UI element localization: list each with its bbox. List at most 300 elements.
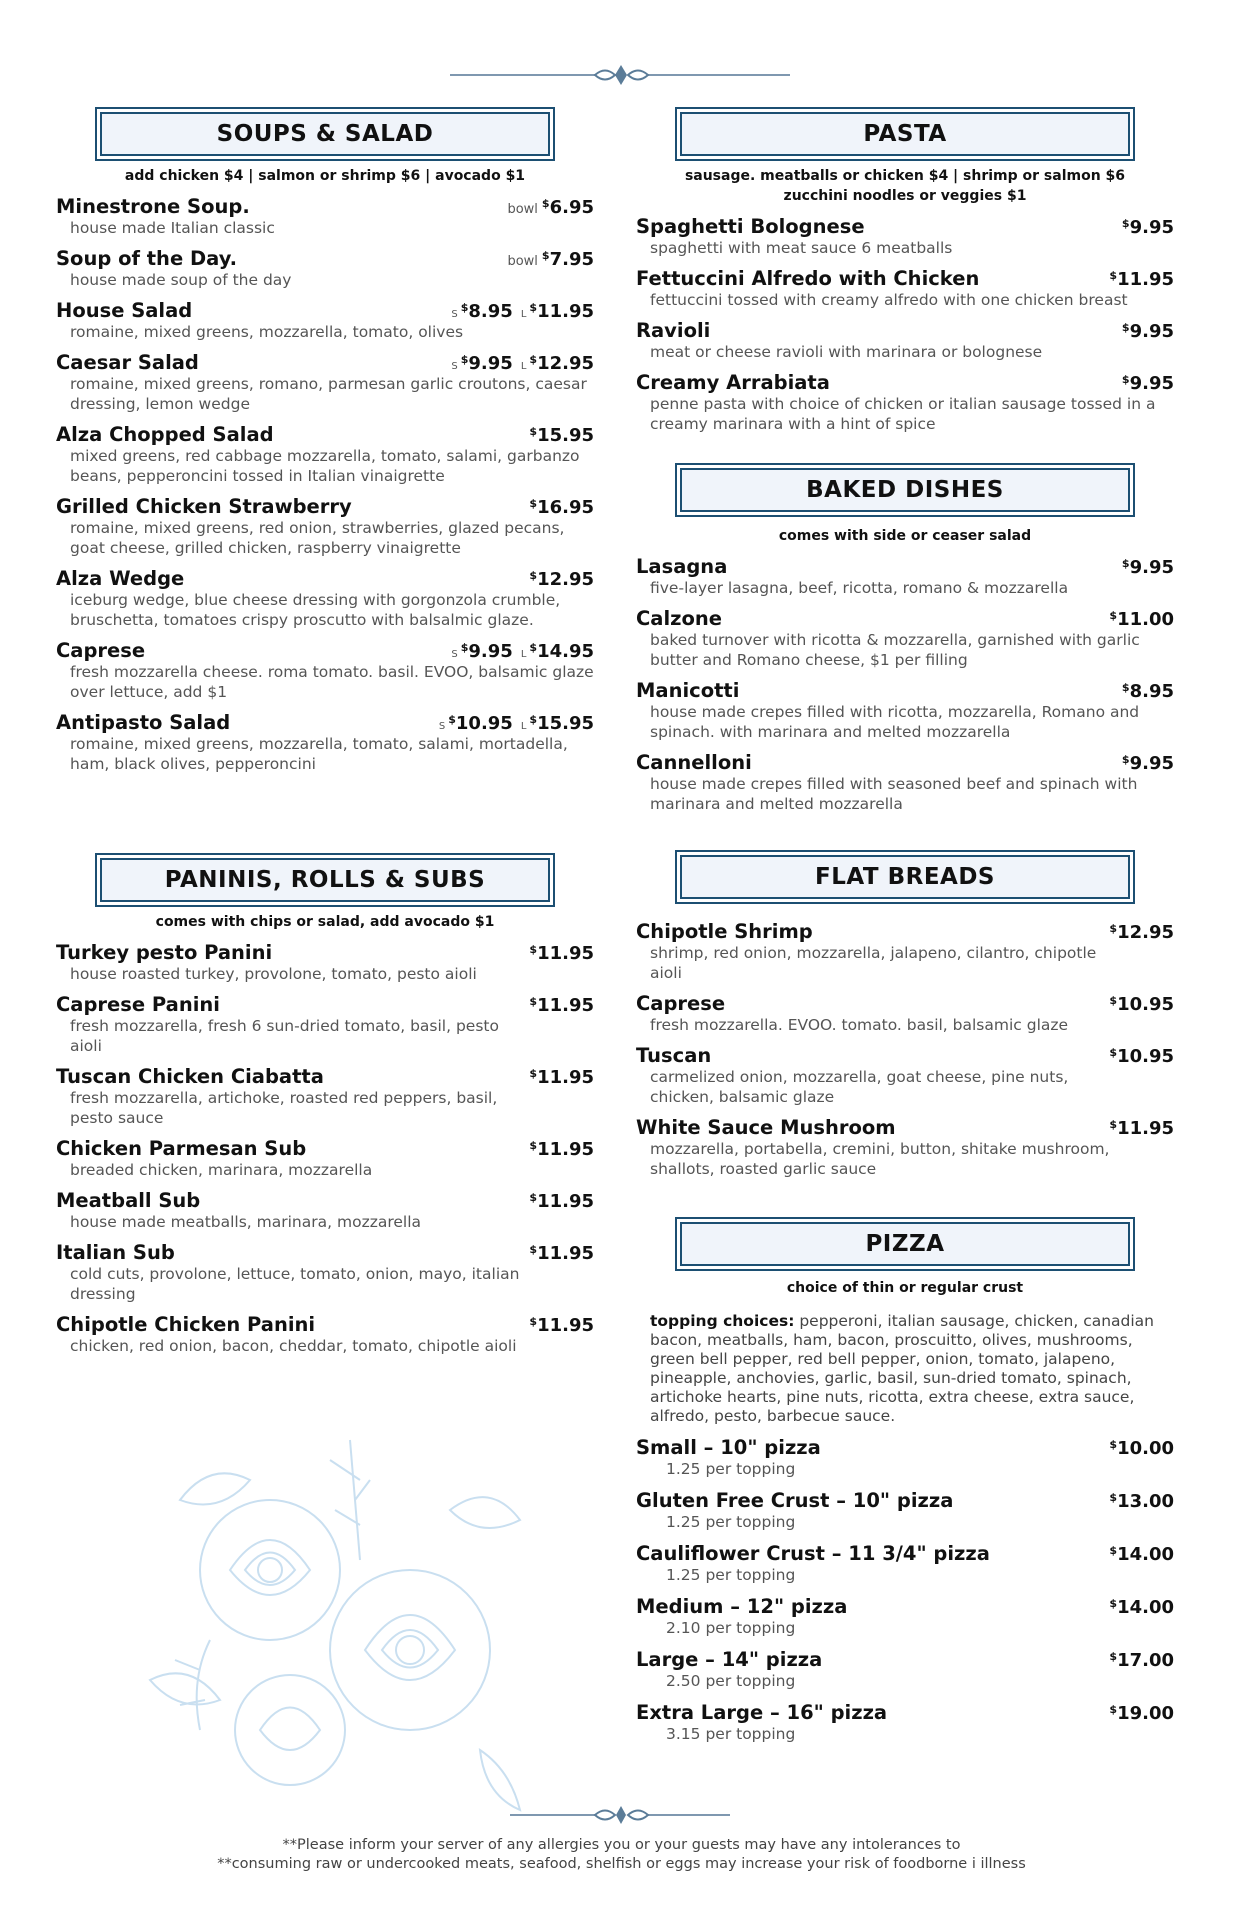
price-value-wrap [529,497,594,518]
menu-item [56,1313,594,1356]
menu-item-price [443,301,594,322]
price-value-wrap [542,197,594,218]
price-value: 11.00 [1117,609,1174,630]
pasta-note-line1: sausage. meatballs or chicken $4 | shrimp or salmon $6 [684,168,1126,184]
currency-symbol: $ [460,641,469,654]
menu-item-name: Caprese Panini [56,993,220,1016]
menu-item [636,1542,1174,1585]
menu-item-description: mozzarella, portabella, cremini, button, shitake mushroom, shallots, roasted garlic sauce [650,1140,1110,1178]
paninis-list [56,941,594,1356]
price-value: 11.95 [537,995,594,1016]
menu-item-header [636,1116,1174,1139]
menu-item-price [1109,922,1174,943]
currency-symbol: $ [1109,609,1118,622]
menu-item-name: White Sauce Mushroom [636,1116,896,1139]
currency-symbol: $ [529,1191,538,1204]
menu-item-price [1109,1491,1174,1512]
flat-breads-title: FLAT BREADS [680,855,1130,899]
currency-symbol: $ [1109,1046,1118,1059]
menu-item-header [56,495,594,518]
menu-item-description: romaine, mixed greens, red onion, strawberries, glazed pecans, goat cheese, grilled chicken, raspberry vinaigrette [70,519,565,557]
price-value: 9.95 [1129,373,1174,394]
price-large: 14.95 [537,641,594,662]
currency-symbol: $ [529,1067,538,1080]
menu-item-description: house made crepes filled with seasoned beef and spinach with marinara and melted mozzarella [650,775,1138,813]
menu-item-name: House Salad [56,299,193,322]
menu-item-description: chicken, red onion, bacon, cheddar, tomato, chipotle aioli [70,1337,517,1355]
menu-item-header [56,993,594,1016]
currency-symbol: $ [1109,1650,1118,1663]
menu-item-header [636,215,1174,238]
menu-item-description: 1.25 per topping [666,1460,796,1478]
menu-item-name: Fettuccini Alfredo with Chicken [636,267,980,290]
menu-item-name: Soup of the Day. [56,247,238,270]
price-value: 8.95 [1129,681,1174,702]
top-ornament-divider [0,60,1243,90]
menu-item-name: Calzone [636,607,723,630]
menu-item-name: Large – 14" pizza [636,1648,823,1671]
menu-item-header [56,299,594,322]
currency-symbol: $ [529,943,538,956]
menu-item [636,679,1174,742]
price-small-wrap [448,713,513,734]
menu-item-header [56,1241,594,1264]
price-value-wrap [529,1243,594,1264]
topping-choices [650,1312,1174,1426]
price-value-wrap [542,249,594,270]
price-prefix: bowl [507,254,538,269]
menu-item [636,992,1174,1035]
price-value-wrap [1109,1118,1174,1139]
menu-item-name: Tuscan Chicken Ciabatta [56,1065,324,1088]
menu-item [636,1489,1174,1532]
price-value-wrap [529,995,594,1016]
size-small-label: S [438,721,446,732]
menu-item-header [636,1044,1174,1067]
menu-item-name: Italian Sub [56,1241,175,1264]
menu-item-price [507,197,594,218]
menu-item-name: Cauliflower Crust – 11 3/4" pizza [636,1542,990,1565]
currency-symbol: $ [1121,681,1130,694]
menu-item-header [56,941,594,964]
flat-breads-section [636,855,1174,1179]
price-value: 9.95 [1129,753,1174,774]
menu-item [56,941,594,984]
menu-item-description: romaine, mixed greens, mozzarella, tomato, salami, mortadella, ham, black olives, pepperoncini [70,735,568,773]
price-large: 15.95 [537,713,594,734]
menu-item-description: 3.15 per topping [666,1725,796,1743]
pasta-note-line2: zucchini noodles or veggies $1 [783,188,1027,204]
currency-symbol: $ [1109,1597,1118,1610]
menu-item-description: baked turnover with ricotta & mozzarella, garnished with garlic butter and Romano cheese, $1 per filling [650,631,1140,669]
menu-item-name: Turkey pesto Panini [56,941,273,964]
menu-item-name: Creamy Arrabiata [636,371,830,394]
price-value: 10.00 [1117,1438,1174,1459]
menu-item-name: Cannelloni [636,751,752,774]
menu-item [636,1436,1174,1479]
pasta-title: PASTA [680,112,1130,156]
menu-item [636,751,1174,814]
menu-item [636,1648,1174,1691]
price-value: 13.00 [1117,1491,1174,1512]
topping-choices-label: topping choices: [650,1312,795,1330]
menu-item-description: meat or cheese ravioli with marinara or bolognese [650,343,1043,361]
price-value-wrap [529,1315,594,1336]
price-value-wrap [1122,681,1174,702]
pizza-list [636,1436,1174,1744]
menu-item-header [56,639,594,662]
menu-item-price [1109,609,1174,630]
soups-salad-list [56,195,594,774]
price-value: 17.00 [1117,1650,1174,1671]
price-value-wrap [1109,994,1174,1015]
paninis-title: PANINIS, ROLLS & SUBS [100,858,550,902]
menu-item [636,555,1174,598]
menu-item-price [529,1243,594,1264]
menu-item-price [1109,1703,1174,1724]
price-value: 19.00 [1117,1703,1174,1724]
menu-item [636,1701,1174,1744]
menu-item [56,1189,594,1232]
currency-symbol: $ [529,497,538,510]
size-large-label: L [520,309,527,320]
currency-symbol: $ [1109,1544,1118,1557]
menu-item-price [529,569,594,590]
price-small: 9.95 [468,353,513,374]
menu-item [56,247,594,290]
price-value-wrap [1122,557,1174,578]
price-value: 7.95 [549,249,594,270]
disclaimer-line1: **Please inform your server of any allergies you or your guests may have any intolerances to [282,1837,961,1853]
menu-item-price [431,713,594,734]
price-value: 11.95 [1117,1118,1174,1139]
currency-symbol: $ [1121,557,1130,570]
menu-item-header [56,195,594,218]
menu-item-header [56,1065,594,1088]
pasta-note [636,166,1174,206]
flat-breads-list [636,920,1174,1179]
price-value-wrap [1122,217,1174,238]
menu-item-description: house made soup of the day [70,271,292,289]
currency-symbol: $ [541,249,550,262]
menu-item-name: Tuscan [636,1044,712,1067]
menu-item-name: Caesar Salad [56,351,199,374]
pasta-list [636,215,1174,434]
menu-item-description: 2.50 per topping [666,1672,796,1690]
size-small-label: S [451,309,458,320]
menu-item-price [1122,681,1174,702]
price-value-wrap [1122,321,1174,342]
menu-item-price [1109,269,1174,290]
price-value: 11.95 [1117,269,1174,290]
price-value-wrap [1109,609,1174,630]
menu-item-name: Extra Large – 16" pizza [636,1701,888,1724]
menu-item [636,267,1174,310]
baked-dishes-section [636,468,1174,814]
menu-item-price [1122,321,1174,342]
price-large-wrap [529,713,594,734]
currency-symbol: $ [541,197,550,210]
price-large: 12.95 [537,353,594,374]
menu-item-name: Ravioli [636,319,711,342]
menu-item-description: five-layer lasagna, beef, ricotta, romano & mozzarella [650,579,1069,597]
menu-item-price [529,995,594,1016]
currency-symbol: $ [529,1243,538,1256]
currency-symbol: $ [1109,269,1118,282]
paninis-note: comes with chips or salad, add avocado $1 [155,914,495,930]
price-value: 14.00 [1117,1597,1174,1618]
menu-item-header [636,992,1174,1015]
price-small: 8.95 [468,301,513,322]
price-value-wrap [529,425,594,446]
price-large-wrap [529,301,594,322]
menu-item-header [636,751,1174,774]
currency-symbol: $ [1109,1491,1118,1504]
price-value: 10.95 [1117,994,1174,1015]
price-large-wrap [529,641,594,662]
menu-item-header [636,679,1174,702]
menu-item-price [1109,1118,1174,1139]
currency-symbol: $ [1121,753,1130,766]
price-value-wrap [1109,1544,1174,1565]
menu-item-description: fresh mozzarella, artichoke, roasted red peppers, basil, pesto sauce [70,1089,498,1127]
price-small-wrap [461,353,513,374]
menu-item-price [1109,1544,1174,1565]
menu-item-description: romaine, mixed greens, romano, parmesan garlic croutons, caesar dressing, lemon wedge [70,375,587,413]
menu-item [636,607,1174,670]
size-small-label: S [451,361,458,372]
price-small-wrap [461,301,513,322]
price-value: 11.95 [537,1139,594,1160]
menu-item-price [1109,1438,1174,1459]
menu-item [56,351,594,414]
bottom-ornament-divider [0,1800,1243,1830]
menu-item-header [636,319,1174,342]
menu-item-header [636,555,1174,578]
menu-item-header [636,1701,1174,1724]
currency-symbol: $ [529,995,538,1008]
price-value: 11.95 [537,1315,594,1336]
menu-item [56,639,594,702]
menu-item [56,1241,594,1304]
menu-item-price [529,425,594,446]
menu-item-description: iceburg wedge, blue cheese dressing with gorgonzola crumble, bruschetta, tomatoes crispy proscutto with balsalmic glaze. [70,591,561,629]
menu-item [56,299,594,342]
price-value-wrap [529,1139,594,1160]
price-value-wrap [1109,1650,1174,1671]
menu-item-header [56,423,594,446]
menu-item-price [529,1067,594,1088]
menu-item-header [636,607,1174,630]
menu-item-price [529,1191,594,1212]
menu-item-header [636,1648,1174,1671]
menu-item-description: house made crepes filled with ricotta, mozzarella, Romano and spinach. with marinara and melted mozzarella [650,703,1140,741]
menu-item-name: Caprese [636,992,726,1015]
paninis-section [56,858,594,1356]
menu-item-header [636,1489,1174,1512]
price-value-wrap [529,1067,594,1088]
menu-item-description: fettuccini tossed with creamy alfredo with one chicken breast [650,291,1128,309]
menu-item [636,1116,1174,1179]
menu-item-description: spaghetti with meat sauce 6 meatballs [650,239,953,257]
pizza-section [636,1222,1174,1744]
currency-symbol: $ [529,425,538,438]
menu-item-name: Small – 10" pizza [636,1436,821,1459]
menu-item-price [1109,1597,1174,1618]
menu-item-header [636,1595,1174,1618]
menu-item [636,1595,1174,1638]
menu-item-header [636,920,1174,943]
pasta-section [636,112,1174,434]
currency-symbol: $ [529,1139,538,1152]
menu-item [636,319,1174,362]
menu-item-name: Meatball Sub [56,1189,201,1212]
menu-item-price [507,249,594,270]
menu-item-description: fresh mozzarella. EVOO. tomato. basil, balsamic glaze [650,1016,1069,1034]
currency-symbol: $ [1121,373,1130,386]
menu-item-description: mixed greens, red cabbage mozzarella, tomato, salami, garbanzo beans, pepperoncini tossed in Italian vinaigrette [70,447,580,485]
price-value-wrap [1109,1597,1174,1618]
currency-symbol: $ [1121,217,1130,230]
menu-item-name: Spaghetti Bolognese [636,215,865,238]
size-large-label: L [520,649,527,660]
menu-item-name: Alza Chopped Salad [56,423,274,446]
price-prefix: bowl [507,202,538,217]
menu-item [56,711,594,774]
menu-item-name: Chipotle Shrimp [636,920,813,943]
menu-item-name: Chicken Parmesan Sub [56,1137,307,1160]
menu-item [56,1137,594,1180]
menu-item-header [636,371,1174,394]
rose-floral-illustration [120,1420,540,1820]
menu-item-header [636,1436,1174,1459]
price-value-wrap [1109,922,1174,943]
currency-symbol: $ [448,713,456,726]
currency-symbol: $ [529,353,538,366]
price-value-wrap [1122,373,1174,394]
menu-item-price [443,641,594,662]
menu-item-description: breaded chicken, marinara, mozzarella [70,1161,373,1179]
menu-item-name: Alza Wedge [56,567,185,590]
pizza-note: choice of thin or regular crust [786,1280,1024,1296]
menu-item-header [56,247,594,270]
price-small: 10.95 [455,713,513,734]
menu-item-description: fresh mozzarella cheese. roma tomato. basil. EVOO, balsamic glaze over lettuce, add $1 [70,663,594,701]
size-large-label: L [520,361,527,372]
price-value: 11.95 [537,1067,594,1088]
topping-choices-text: pepperoni, italian sausage, chicken, canadian bacon, meatballs, ham, bacon, proscuitto, olives, mushrooms, green bell pepper, red bell pepper, onion, tomato, jalapeno, pineapple, anchovies, garlic, basil, sun-dried tomato, spinach, artichoke hearts, pine nuts, ricotta, extra cheese, extra sauce, alfredo, pesto, barbecue sauce. [650,1312,1154,1425]
currency-symbol: $ [1109,994,1118,1007]
price-value: 6.95 [549,197,594,218]
menu-item-price [1122,373,1174,394]
menu-item-name: Medium – 12" pizza [636,1595,848,1618]
menu-item-price [529,497,594,518]
menu-item-description: fresh mozzarella, fresh 6 sun-dried tomato, basil, pesto aioli [70,1017,499,1055]
menu-item-description: house made meatballs, marinara, mozzarella [70,1213,422,1231]
currency-symbol: $ [460,301,469,314]
price-value-wrap [529,569,594,590]
price-value: 12.95 [537,569,594,590]
price-value-wrap [1109,269,1174,290]
menu-item-header [56,1313,594,1336]
menu-item-description: house roasted turkey, provolone, tomato, pesto aioli [70,965,477,983]
allergy-disclaimer [0,1836,1243,1874]
price-value-wrap [529,943,594,964]
menu-item [636,1044,1174,1107]
price-value: 11.95 [537,1243,594,1264]
menu-item-price [1109,1650,1174,1671]
price-value: 11.95 [537,943,594,964]
menu-item-description: romaine, mixed greens, mozzarella, tomato, olives [70,323,464,341]
menu-item [636,371,1174,434]
menu-item-description: 2.10 per topping [666,1619,796,1637]
disclaimer-line2: **consuming raw or undercooked meats, seafood, shelfish or eggs may increase your risk of foodborne i illness [217,1856,1026,1872]
menu-item [56,423,594,486]
menu-item [636,215,1174,258]
menu-item-name: Gluten Free Crust – 10" pizza [636,1489,954,1512]
menu-item-header [56,351,594,374]
currency-symbol: $ [460,353,469,366]
menu-item [56,1065,594,1128]
currency-symbol: $ [529,301,538,314]
price-value: 9.95 [1129,321,1174,342]
currency-symbol: $ [1109,922,1118,935]
price-large: 11.95 [537,301,594,322]
soups-salad-section [56,112,594,774]
menu-item [56,495,594,558]
price-value: 16.95 [537,497,594,518]
price-value: 9.95 [1129,557,1174,578]
menu-item [56,993,594,1056]
menu-item-price [1122,557,1174,578]
baked-dishes-list [636,555,1174,814]
menu-item-header [636,1542,1174,1565]
menu-item-price [1109,994,1174,1015]
menu-item-description: 1.25 per topping [666,1513,796,1531]
baked-dishes-title: BAKED DISHES [680,468,1130,512]
price-value: 15.95 [537,425,594,446]
menu-item-header [636,267,1174,290]
size-large-label: L [520,721,527,732]
baked-dishes-note: comes with side or ceaser salad [778,528,1032,544]
menu-item-name: Caprese [56,639,146,662]
currency-symbol: $ [529,1315,538,1328]
currency-symbol: $ [1109,1703,1118,1716]
menu-item-description: penne pasta with choice of chicken or italian sausage tossed in a creamy marinara with a hint of spice [650,395,1156,433]
currency-symbol: $ [1121,321,1130,334]
price-value-wrap [1109,1438,1174,1459]
soups-salad-note: add chicken $4 | salmon or shrimp $6 | avocado $1 [124,168,526,184]
menu-item [636,920,1174,983]
price-value: 11.95 [537,1191,594,1212]
size-small-label: S [451,649,458,660]
menu-item-name: Chipotle Chicken Panini [56,1313,316,1336]
menu-item [56,567,594,630]
menu-item-description: 1.25 per topping [666,1566,796,1584]
price-value-wrap [1109,1491,1174,1512]
price-value: 9.95 [1129,217,1174,238]
menu-item-name: Lasagna [636,555,728,578]
menu-item-name: Minestrone Soup. [56,195,250,218]
price-small: 9.95 [468,641,513,662]
menu-item-description: carmelized onion, mozzarella, goat cheese, pine nuts, chicken, balsamic glaze [650,1068,1069,1106]
price-value-wrap [1122,753,1174,774]
currency-symbol: $ [529,641,538,654]
menu-item-price [1122,753,1174,774]
price-value-wrap [1109,1046,1174,1067]
currency-symbol: $ [1109,1438,1118,1451]
soups-salad-title: SOUPS & SALAD [100,112,550,156]
